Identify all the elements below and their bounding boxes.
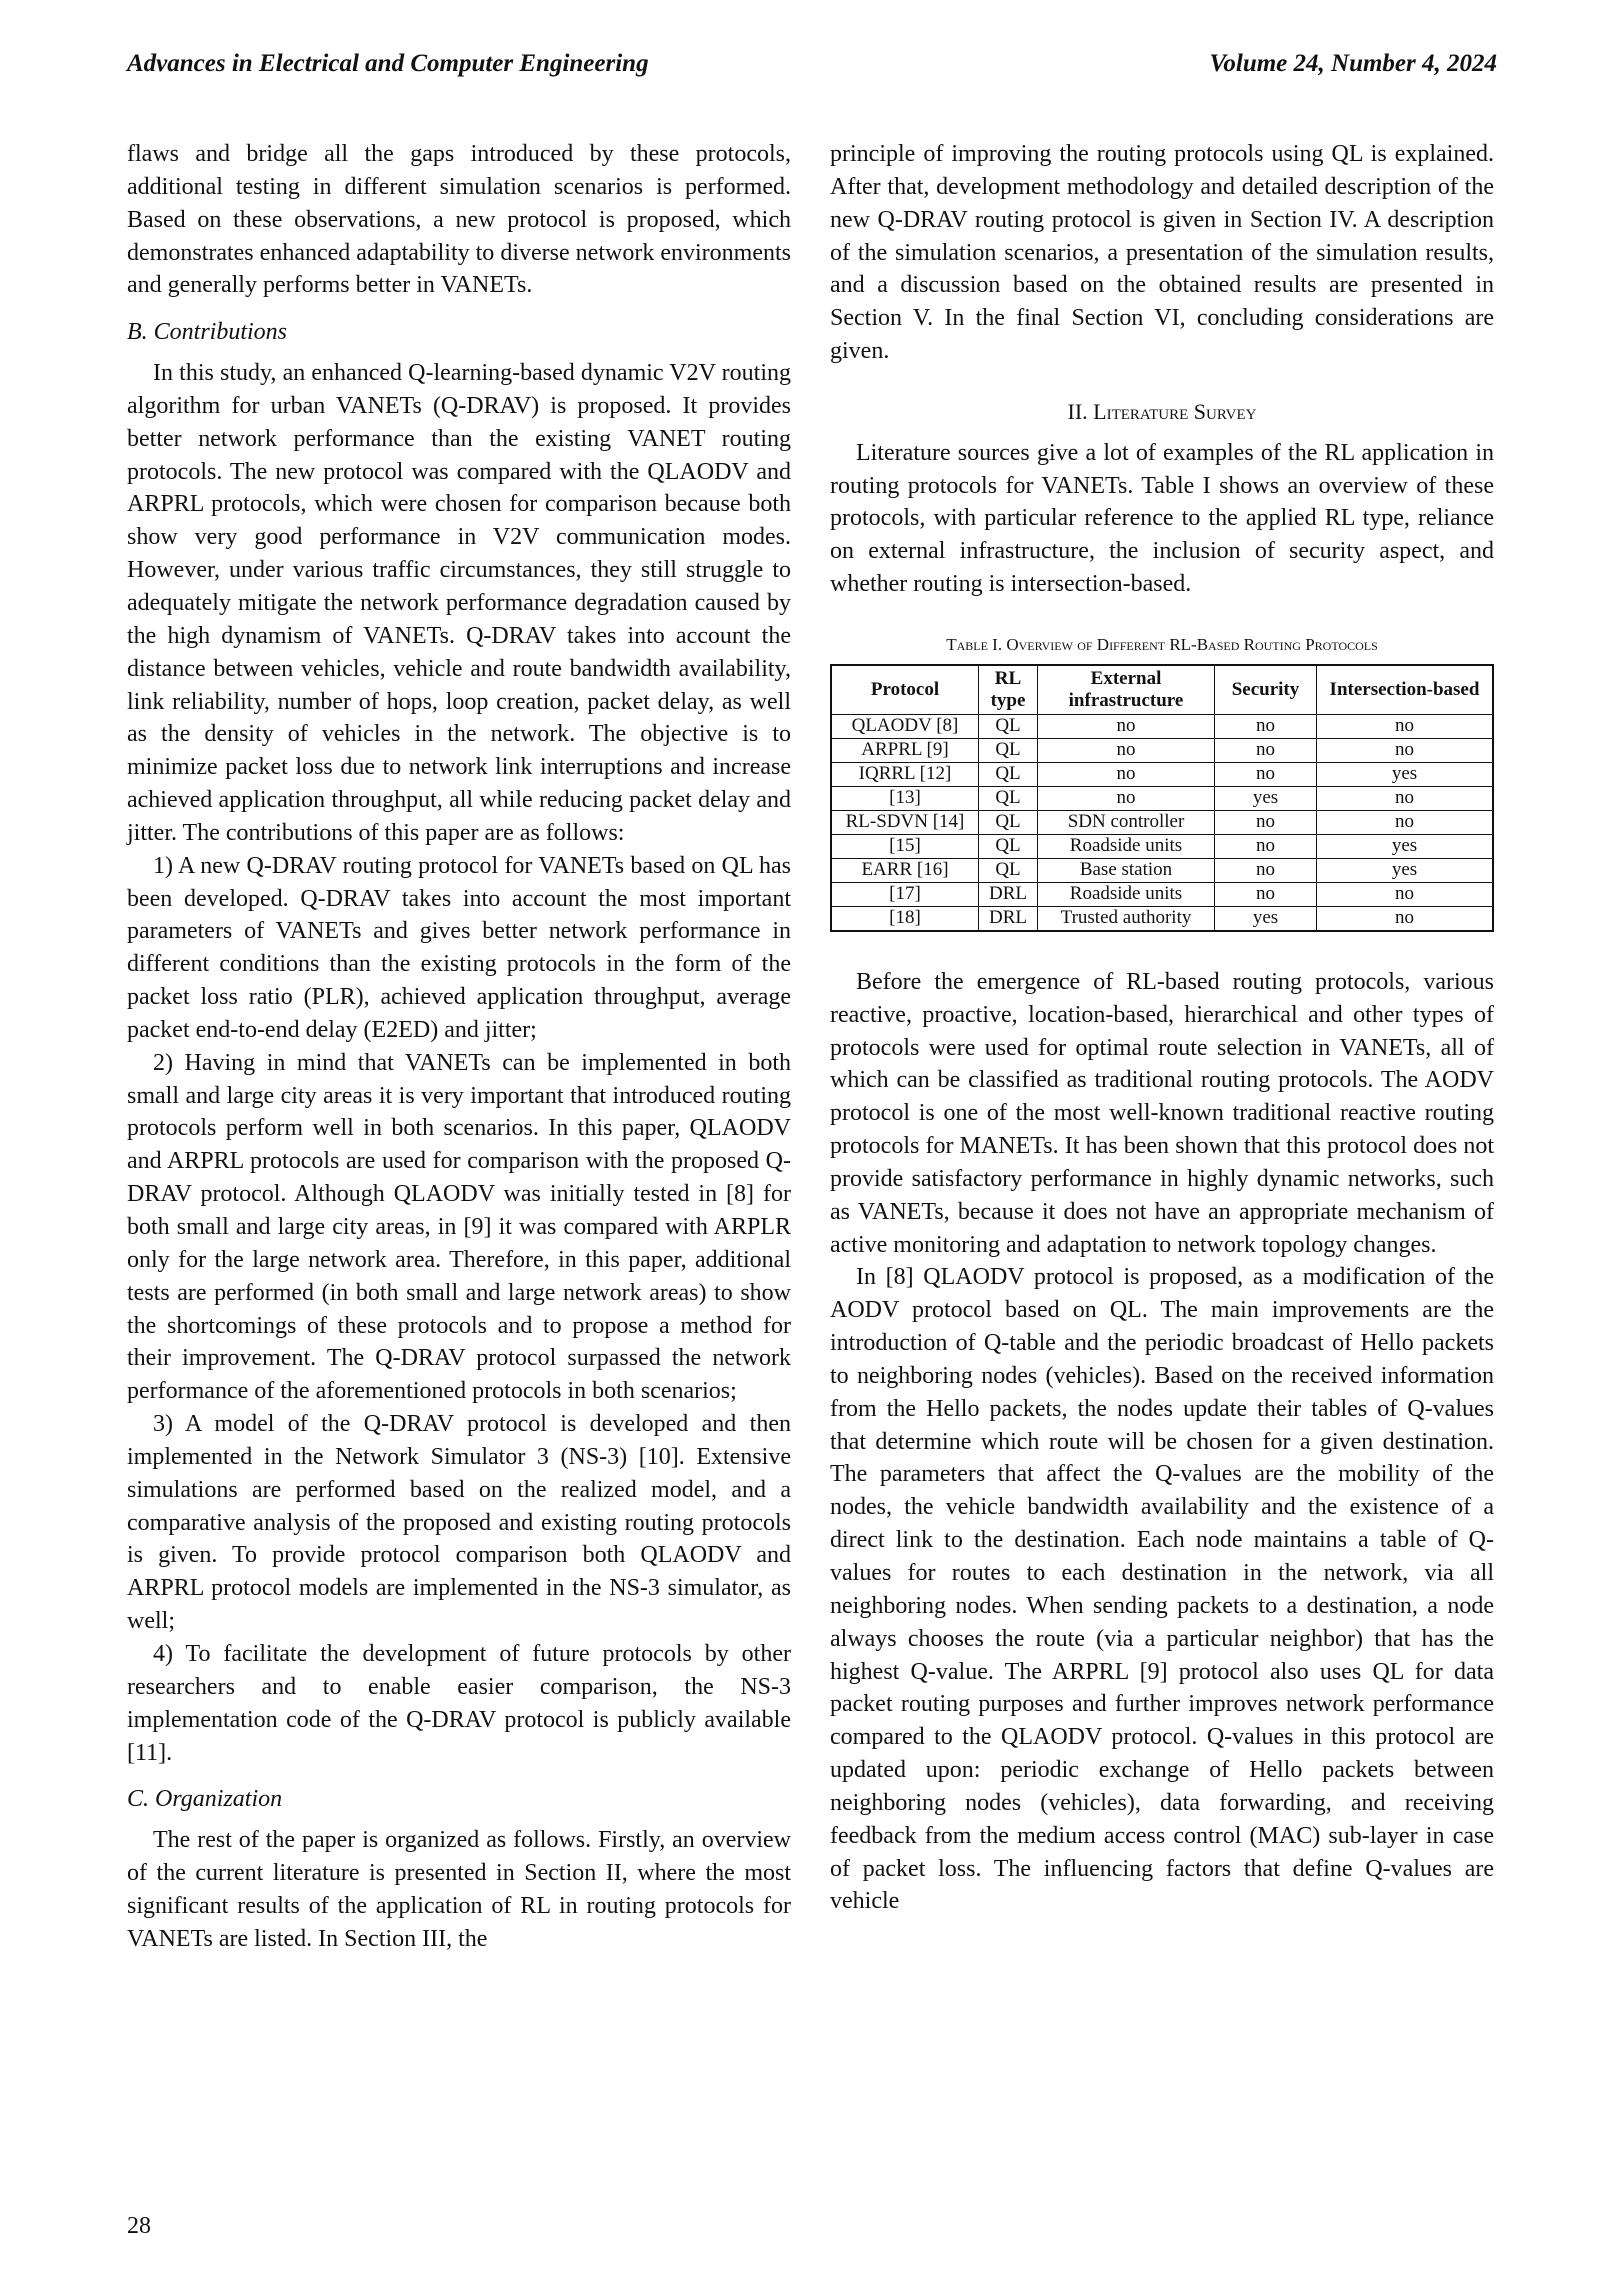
table-cell: QL	[979, 714, 1038, 738]
table-cell: [18]	[831, 906, 979, 931]
paragraph: In this study, an enhanced Q-learning-based dynamic V2V routing algorithm for urban VANETs (Q-DRAV) is proposed. It provides better network performance than the existing VANET routing protocols. The new protocol was compared with the QLAODV and ARPRL protocols, which were chosen for comparison because both show very good performance in V2V communication modes. However, under various traffic circumstances, they still struggle to adequately mitigate the network performance degradation caused by the high dynamism of VANETs. Q-DRAV takes into account the distance between vehicles, vehicle and route bandwidth availability, link reliability, number of hops, loop creation, packet delay, as well as the density of vehicles in the network. The objective is to minimize packet loss due to network link interruptions and increase achieved application throughput, all while reducing packet delay and jitter. The contributions of this paper are as follows:	[127, 360, 791, 846]
organization-heading: C. Organization	[127, 1786, 283, 1813]
table-cell: QL	[979, 858, 1038, 882]
right-column	[830, 138, 1494, 1918]
table-cell: no	[1317, 882, 1494, 906]
table-cell: no	[1317, 738, 1494, 762]
contributions-heading: B. Contributions	[127, 319, 288, 346]
table-cell: RL-SDVN [14]	[831, 810, 979, 834]
table-cell: no	[1215, 834, 1317, 858]
table-cell: ARPRL [9]	[831, 738, 979, 762]
table-cell: QLAODV [8]	[831, 714, 979, 738]
table-cell: yes	[1215, 906, 1317, 931]
table-cell: IQRRL [12]	[831, 762, 979, 786]
table-cell: SDN controller	[1038, 810, 1215, 834]
table-cell: EARR [16]	[831, 858, 979, 882]
table-cell: no	[1215, 714, 1317, 738]
table-cell: no	[1038, 714, 1215, 738]
paragraph: The rest of the paper is organized as follows. Firstly, an overview of the current literature is presented in Section II, where the most significant results of the application of RL in routing protocols for VANETs are listed. In Section III, the	[127, 1827, 791, 1952]
table-cell: QL	[979, 738, 1038, 762]
page-number: 28	[127, 2213, 151, 2239]
table-cell: no	[1215, 858, 1317, 882]
table-header-cell: Protocol	[831, 665, 979, 715]
table-cell: no	[1317, 810, 1494, 834]
table-cell: QL	[979, 810, 1038, 834]
protocols-table	[830, 664, 1494, 932]
table-row	[831, 906, 1493, 931]
table-cell: Roadside units	[1038, 882, 1215, 906]
table-cell: DRL	[979, 882, 1038, 906]
paragraph: Literature sources give a lot of examples of the RL application in routing protocols for VANETs. Table I shows an overview of these protocols, with particular reference to the applied RL type, reliance on external infrastructure, the inclusion of security aspect, and whether routing is intersection-based.	[830, 439, 1494, 598]
table-cell: no	[1317, 786, 1494, 810]
table-cell: no	[1215, 810, 1317, 834]
table-cell: no	[1317, 906, 1494, 931]
table-cell: no	[1038, 738, 1215, 762]
table-header-cell: RL type	[979, 665, 1038, 715]
table-cell: QL	[979, 834, 1038, 858]
table-cell: Base station	[1038, 858, 1215, 882]
table-row	[831, 882, 1493, 906]
table-cell: yes	[1317, 858, 1494, 882]
table-row	[831, 714, 1493, 738]
paragraph: Before the emergence of RL-based routing protocols, various reactive, proactive, location-based, hierarchical and other types of protocols were used for optimal route selection in VANETs, all of which can be classified as traditional routing protocols. The AODV protocol is one of the most well-known traditional reactive routing protocols for MANETs. It has been shown that this protocol does not provide satisfactory performance in highly dynamic networks, such as VANETs, because it does not have an appropriate mechanism of active monitoring and adaptation to network topology changes.	[830, 968, 1494, 1258]
table-cell: yes	[1317, 834, 1494, 858]
table-row	[831, 810, 1493, 834]
table-header-row	[831, 665, 1493, 715]
table-cell: no	[1038, 786, 1215, 810]
table-row	[831, 834, 1493, 858]
table-cell: no	[1038, 762, 1215, 786]
table-cell: [17]	[831, 882, 979, 906]
contribution-item: 4) To facilitate the development of future protocols by other researchers and to enable easier comparison, the NS-3 implementation code of the Q-DRAV protocol is publicly available [11].	[127, 1640, 791, 1766]
table-cell: no	[1215, 762, 1317, 786]
left-column	[127, 138, 791, 1956]
table-cell: QL	[979, 786, 1038, 810]
table-cell: yes	[1317, 762, 1494, 786]
table-header-cell: External infrastructure	[1038, 665, 1215, 715]
table-cell: [13]	[831, 786, 979, 810]
table-cell: no	[1215, 882, 1317, 906]
contribution-item: 2) Having in mind that VANETs can be implemented in both small and large city areas it is very important that introduced routing protocols perform well in both scenarios. In this paper, QLAODV and ARPRL protocols are used for comparison with the proposed Q-DRAV protocol. Although QLAODV was initially tested in [8] for both small and large city areas, in [9] it was compared with ARPLR only for the large network area. Therefore, in this paper, additional tests are performed (in both small and large network areas) to show the shortcomings of these protocols and to propose a method for their improvement. The Q-DRAV protocol surpassed the network performance of the aforementioned protocols in both scenarios;	[127, 1049, 791, 1405]
table-caption: Table I. Overview of Different RL-Based Routing Protocols	[946, 634, 1378, 654]
table-cell: DRL	[979, 906, 1038, 931]
table-cell: [15]	[831, 834, 979, 858]
table-cell: QL	[979, 762, 1038, 786]
table-cell: Roadside units	[1038, 834, 1215, 858]
section-heading: II. Literature Survey	[1067, 398, 1257, 424]
table-row	[831, 738, 1493, 762]
contribution-item: 3) A model of the Q-DRAV protocol is developed and then implemented in the Network Simulator 3 (NS-3) [10]. Extensive simulations are performed based on the realized model, and a comparative analysis of the proposed and existing routing protocols is given. To provide protocol comparison both QLAODV and ARPRL protocol models are implemented in the NS-3 simulator, as well;	[127, 1411, 791, 1635]
paragraph: flaws and bridge all the gaps introduced by these protocols, additional testing in different simulation scenarios is performed. Based on these observations, a new protocol is proposed, which demonstrates enhanced adaptability to diverse network environments and generally performs better in VANETs.	[127, 141, 791, 299]
table-header-cell: Intersection-based	[1317, 665, 1494, 715]
paragraph: In [8] QLAODV protocol is proposed, as a modification of the AODV protocol based on QL. The main improvements are the introduction of Q-table and the periodic broadcast of Hello packets to neighboring nodes (vehicles). Based on the received information from the Hello packets, the nodes update their tables of Q-values that determine which route will be chosen for a given destination. The parameters that affect the Q-values are the mobility of the nodes, the vehicle bandwidth availability and the existence of a direct link to the destination. Each node maintains a table of Q-values for routes to each destination in the network, via all neighboring nodes. When sending packets to a destination, a node always chooses the route (via a particular neighbor) that has the highest Q-value. The ARPRL [9] protocol also uses QL for data packet routing purposes and further improves network performance compared to the QLAODV protocol. Q-values in this protocol are updated upon: periodic exchange of Hello packets between neighboring nodes (vehicles), data forwarding, and receiving feedback from the medium access control (MAC) sub-layer in case of packet loss. The influencing factors that define Q-values are vehicle	[830, 1264, 1494, 1915]
table-cell: yes	[1215, 786, 1317, 810]
contribution-item: 1) A new Q-DRAV routing protocol for VANETs based on QL has been developed. Q-DRAV takes into account the most important parameters of VANETs and gives better network performance in different conditions than the existing protocols in the form of the packet loss ratio (PLR), achieved application throughput, average packet end-to-end delay (E2ED) and jitter;	[127, 852, 791, 1043]
table-header-cell: Security	[1215, 665, 1317, 715]
volume-info: Volume 24, Number 4, 2024	[1209, 50, 1497, 77]
table-row	[831, 786, 1493, 810]
table-cell: Trusted authority	[1038, 906, 1215, 931]
table-cell: no	[1215, 738, 1317, 762]
table-cell: no	[1317, 714, 1494, 738]
paragraph: principle of improving the routing protocols using QL is explained. After that, development methodology and detailed description of the new Q-DRAV routing protocol is given in Section IV. A description of the simulation scenarios, a presentation of the simulation results, and a discussion based on the obtained results are presented in Section V. In the final Section VI, concluding considerations are given.	[830, 141, 1494, 365]
table-row	[831, 762, 1493, 786]
table-row	[831, 858, 1493, 882]
journal-title: Advances in Electrical and Computer Engineering	[127, 50, 649, 77]
